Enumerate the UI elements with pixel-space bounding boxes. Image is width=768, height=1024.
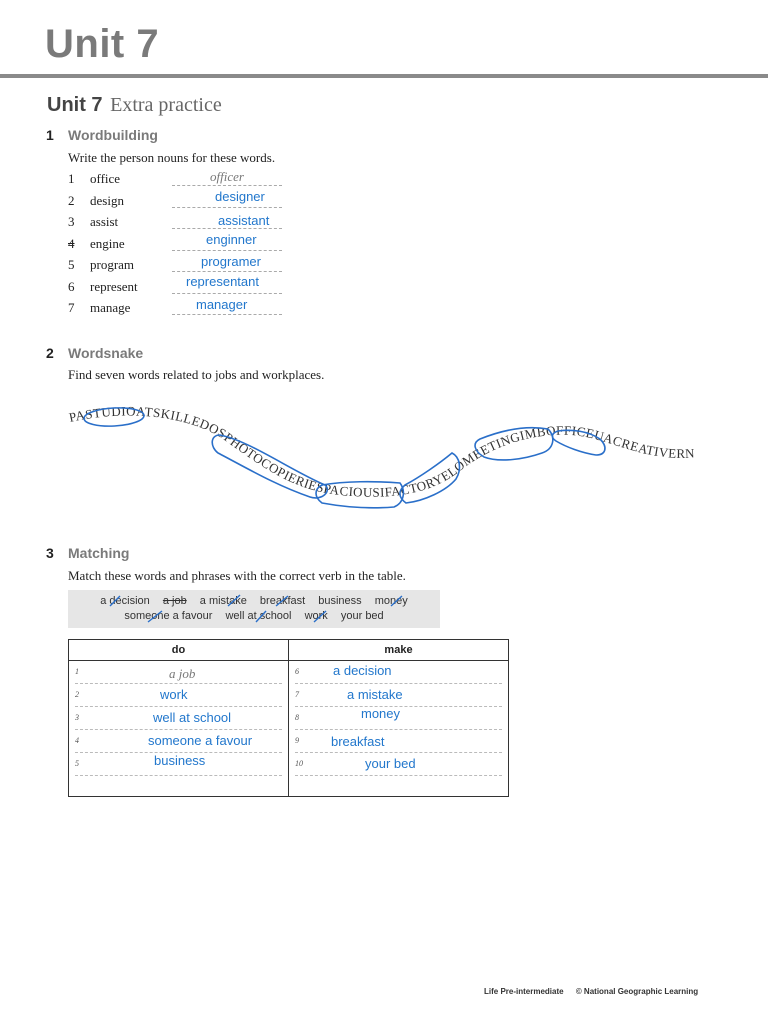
row-number: 1 xyxy=(75,667,79,676)
tick-marks xyxy=(68,590,440,628)
item-word: represent xyxy=(90,279,138,294)
word-chip: a decision xyxy=(100,595,150,607)
do-column xyxy=(69,661,289,797)
section1-instruction: Write the person nouns for these words. xyxy=(68,150,276,165)
row-number: 2 xyxy=(75,690,79,699)
table-row xyxy=(295,730,502,753)
item-number: 2 xyxy=(68,193,75,208)
row-number: 4 xyxy=(75,736,79,745)
wordbuilding-item xyxy=(68,297,288,320)
word-chip: work xyxy=(304,610,328,622)
handwritten-answer: well at school xyxy=(153,710,232,725)
item-word: design xyxy=(90,193,124,208)
table-row xyxy=(295,661,502,684)
unit-heading: Unit 7 xyxy=(45,22,160,66)
item-number: 6 xyxy=(68,279,75,294)
footer-book-title: Life Pre-intermediate xyxy=(484,987,564,996)
handwritten-answer: representant xyxy=(186,274,259,289)
row-number: 5 xyxy=(75,759,79,768)
item-word: manage xyxy=(90,300,131,315)
tick-mark xyxy=(256,611,266,622)
example-answer: a job xyxy=(169,666,196,681)
row-number: 10 xyxy=(295,759,303,768)
table-row xyxy=(75,753,282,776)
item-word: assist xyxy=(90,214,119,229)
tick-mark xyxy=(391,596,402,606)
answer-line xyxy=(172,293,282,294)
word-chip: business xyxy=(318,595,362,607)
handwritten-answer: assistant xyxy=(218,213,270,228)
table-bottom-left xyxy=(69,796,289,797)
wordsnake-letters xyxy=(68,404,696,500)
row-number: 9 xyxy=(295,736,299,745)
handwritten-answer: your bed xyxy=(365,756,416,771)
word-chip: breakfast xyxy=(259,595,306,607)
column-header-do: do xyxy=(69,640,289,661)
word-chip: a mistake xyxy=(199,595,247,607)
item-number: 3 xyxy=(68,214,75,229)
section3-instruction: Match these words and phrases with the correct verb in the table. xyxy=(68,568,406,583)
handwritten-answer: enginner xyxy=(206,232,257,247)
header-rule xyxy=(0,74,768,78)
section2-number: 2 xyxy=(46,345,54,361)
table-row xyxy=(75,661,282,684)
word-box xyxy=(68,590,440,628)
table-row xyxy=(295,684,502,707)
word-chip: money xyxy=(374,595,408,607)
handwritten-answer: someone a favour xyxy=(148,733,253,748)
word-chip: a job xyxy=(162,595,187,607)
item-word: program xyxy=(90,257,135,272)
item-number: 5 xyxy=(68,257,75,272)
item-number: 7 xyxy=(68,300,75,315)
wordbuilding-item xyxy=(68,214,288,234)
handwritten-answer: programer xyxy=(201,254,261,269)
section1-number: 1 xyxy=(46,127,54,143)
tick-mark xyxy=(110,596,120,606)
word-chip: well at school xyxy=(225,610,292,622)
item-number: 1 xyxy=(68,171,75,186)
table-row xyxy=(75,707,282,730)
word-chip: someone a favour xyxy=(124,610,213,622)
section2-title: Wordsnake xyxy=(68,345,144,361)
matching-table xyxy=(68,639,509,797)
item-number: 4 xyxy=(68,236,75,251)
handwritten-answer: manager xyxy=(196,297,248,312)
word-chip: your bed xyxy=(340,610,384,622)
answer-line xyxy=(172,207,282,208)
column-header-make: make xyxy=(289,640,509,661)
handwritten-answer: breakfast xyxy=(331,734,385,749)
table-row xyxy=(295,707,502,730)
tick-mark xyxy=(314,611,326,622)
item-word: engine xyxy=(90,236,125,251)
row-number: 3 xyxy=(75,713,79,722)
row-number: 7 xyxy=(295,690,299,699)
table-bottom-right xyxy=(289,796,509,797)
item-word: office xyxy=(90,171,121,186)
wordbuilding-item xyxy=(68,274,288,299)
wordbuilding-item xyxy=(68,171,288,191)
row-number: 8 xyxy=(295,713,299,722)
answer-line xyxy=(172,271,282,272)
tick-mark xyxy=(228,595,240,606)
table-row xyxy=(295,753,502,776)
page-footer xyxy=(484,987,698,996)
handwritten-answer: work xyxy=(160,687,188,702)
row-number: 6 xyxy=(295,667,299,676)
answer-line xyxy=(172,250,282,251)
table-row xyxy=(75,684,282,707)
subtitle-title: Extra practice xyxy=(110,94,222,116)
wordbuilding-item xyxy=(68,232,288,256)
footer-publisher: © National Geographic Learning xyxy=(575,987,699,996)
answer-line xyxy=(172,185,282,186)
section3-title: Matching xyxy=(68,545,130,561)
tick-mark xyxy=(276,596,288,606)
wordsnake-textpath: PASTUDIOATSKILLEDOSPHOTOCOPIERIESPACIOUSIFACTORYELOMEETINGIMBOFFICEUACREATIVERN xyxy=(67,403,696,500)
subtitle-unit: Unit 7 xyxy=(47,94,103,116)
table-row xyxy=(75,730,282,753)
make-column xyxy=(289,661,509,797)
tick-mark xyxy=(148,611,162,622)
handwritten-answer: money xyxy=(361,706,401,721)
wordsnake-graphic xyxy=(60,395,710,520)
section2-instruction: Find seven words related to jobs and workplaces. xyxy=(68,367,325,382)
handwritten-answer: a mistake xyxy=(347,687,403,702)
handwritten-answer: a decision xyxy=(333,663,392,678)
handwritten-answer: business xyxy=(154,753,206,768)
section3-number: 3 xyxy=(46,545,54,561)
page-subtitle xyxy=(47,94,222,117)
handwritten-answer: designer xyxy=(215,189,265,204)
section1-title: Wordbuilding xyxy=(68,127,158,143)
answer-line xyxy=(172,314,282,315)
wordbuilding-item xyxy=(68,189,288,213)
example-answer: officer xyxy=(210,169,244,184)
answer-line xyxy=(172,228,282,229)
